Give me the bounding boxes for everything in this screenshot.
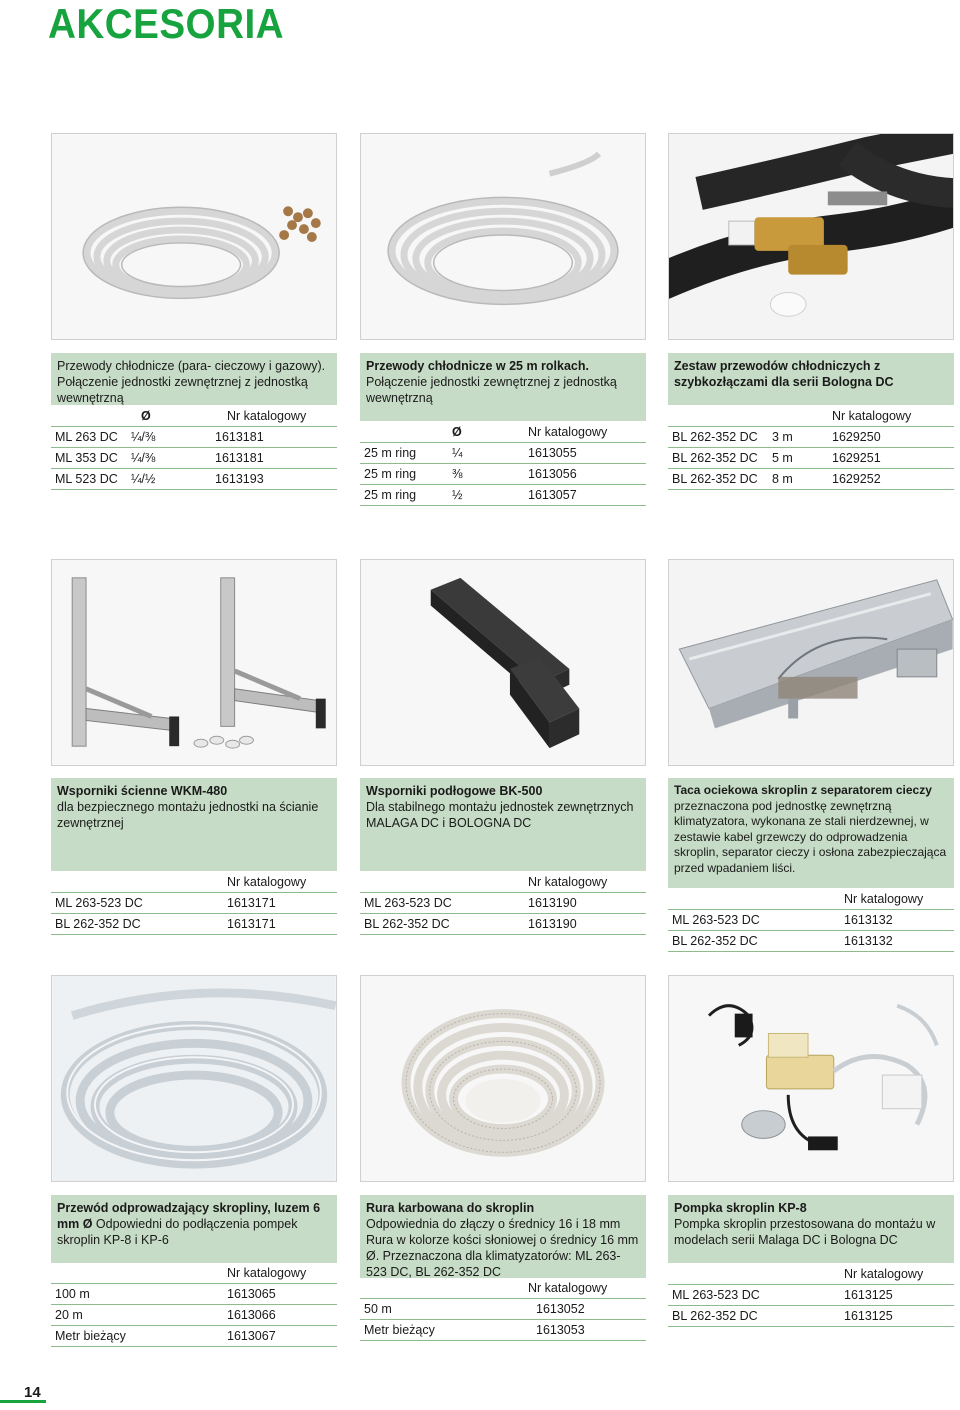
cell-catalog: 1613065 (227, 1287, 276, 1301)
desc-corrugated-pipe (360, 1195, 646, 1278)
table-drain-hose (51, 1263, 337, 1347)
desc-quick-connect-set (668, 353, 954, 405)
cell-catalog: 1613171 (227, 917, 276, 931)
col-catalog: Nr katalogowy (528, 1281, 608, 1295)
cell-catalog: 1613057 (528, 488, 577, 502)
desc-title: Wsporniki ścienne WKM-480 (57, 784, 228, 798)
table-row (360, 485, 646, 506)
desc-text: Przewody chłodnicze (para- cieczowy i gazowy). Połączenie jednostki zewnętrznej z jednostką wewnętrzną (57, 359, 326, 405)
photo-refrigerant-rolls (360, 133, 646, 340)
cell-model: BL 262-352 DC (672, 451, 758, 465)
table-row (360, 1320, 646, 1341)
table-row (668, 427, 954, 448)
table-row (51, 914, 337, 935)
cell-type: 25 m ring (364, 488, 417, 502)
photo-floor-brackets (360, 559, 646, 766)
cell-model: ML 263-523 DC (364, 896, 452, 910)
desc-text: Odpowiedni do podłączenia pompek skroplin KP-8 i KP-6 (57, 1217, 298, 1247)
cell-catalog: 1629250 (832, 430, 881, 444)
cell-catalog: 1613056 (528, 467, 577, 481)
table-quick-connect-set (668, 406, 954, 490)
cell-model: BL 262-352 DC (672, 1309, 758, 1323)
col-catalog: Nr katalogowy (227, 409, 307, 423)
table-row (360, 914, 646, 935)
desc-text: dla bezpiecznego montażu jednostki na ścianie zewnętrznej (57, 800, 319, 830)
desc-text: Dla stabilnego montażu jednostek zewnętrznych MALAGA DC i BOLOGNA DC (366, 800, 634, 830)
cell-catalog: 1613125 (844, 1309, 893, 1323)
cell-diameter: ½ (452, 488, 463, 502)
table-header (360, 872, 646, 893)
cell-catalog: 1613053 (536, 1323, 585, 1337)
table-row (668, 448, 954, 469)
desc-title: Przewody chłodnicze w 25 m rolkach. (366, 359, 589, 373)
cell-length: Metr bieżący (364, 1323, 435, 1337)
desc-text: przeznaczona pod jednostkę zewnętrzną klimatyzatora, wykonana ze stali nierdzewnej, w zestawie kabel grzewczy do odprowadzenia skroplin, separator cieczy i osłona zabezpieczająca przed wpadaniem liści. (674, 798, 947, 875)
table-row (668, 910, 954, 931)
table-row (668, 931, 954, 952)
cell-model: ML 263 DC (55, 430, 118, 444)
desc-wall-brackets (51, 778, 337, 871)
table-row (668, 1306, 954, 1327)
table-refrigerant-rolls (360, 422, 646, 506)
cell-catalog: 1613132 (844, 934, 893, 948)
table-header (360, 422, 646, 443)
desc-floor-brackets (360, 778, 646, 871)
photo-corrugated-pipe (360, 975, 646, 1182)
desc-drain-hose (51, 1195, 337, 1263)
table-row (360, 464, 646, 485)
cell-model: BL 262-352 DC (55, 917, 141, 931)
table-row (51, 1284, 337, 1305)
desc-title: Pompka skroplin KP-8 (674, 1201, 807, 1215)
cell-model: ML 263-523 DC (55, 896, 143, 910)
desc-title: Rura karbowana do skroplin (366, 1201, 535, 1215)
desc-refrigerant-lines (51, 353, 337, 405)
col-catalog: Nr katalogowy (227, 1266, 307, 1280)
table-row (668, 469, 954, 490)
cell-length: 3 m (772, 430, 793, 444)
col-catalog: Nr katalogowy (528, 875, 608, 889)
desc-title: Zestaw przewodów chłodniczych z szybkozłączami dla serii Bologna DC (674, 359, 894, 389)
desc-drip-tray (668, 778, 954, 888)
cell-length: 20 m (55, 1308, 83, 1322)
cell-diameter: ¼/½ (131, 472, 156, 486)
table-header (668, 406, 954, 427)
table-floor-brackets (360, 872, 646, 935)
cell-length: Metr bieżący (55, 1329, 126, 1343)
col-diameter: Ø (141, 409, 151, 423)
page-title: AKCESORIA (48, 0, 285, 47)
table-refrigerant-lines (51, 406, 337, 490)
table-row (360, 443, 646, 464)
desc-refrigerant-rolls (360, 353, 646, 421)
cell-length: 5 m (772, 451, 793, 465)
cell-model: ML 263-523 DC (672, 913, 760, 927)
table-header (360, 1278, 646, 1299)
cell-catalog: 1613132 (844, 913, 893, 927)
table-row (51, 1326, 337, 1347)
table-row (668, 1285, 954, 1306)
cell-model: BL 262-352 DC (672, 430, 758, 444)
table-wall-brackets (51, 872, 337, 935)
table-row (360, 893, 646, 914)
cell-catalog: 1613193 (215, 472, 264, 486)
cell-model: ML 353 DC (55, 451, 118, 465)
cell-type: 25 m ring (364, 446, 417, 460)
col-catalog: Nr katalogowy (832, 409, 912, 423)
cell-diameter: ¼ (452, 446, 463, 460)
table-row (51, 427, 337, 448)
photo-quick-connect-set (668, 133, 954, 340)
col-catalog: Nr katalogowy (844, 1267, 924, 1281)
desc-title: Taca ociekowa skroplin z separatorem cieczy (674, 783, 932, 797)
table-corrugated-pipe (360, 1278, 646, 1341)
cell-length: 100 m (55, 1287, 90, 1301)
photo-drip-tray (668, 559, 954, 766)
cell-length: 8 m (772, 472, 793, 486)
cell-diameter: ⅜ (452, 467, 463, 481)
cell-diameter: ¼/⅜ (131, 451, 156, 465)
col-diameter: Ø (452, 425, 462, 439)
cell-model: BL 262-352 DC (672, 934, 758, 948)
desc-title: Wsporniki podłogowe BK-500 (366, 784, 543, 798)
desc-condensate-pump (668, 1195, 954, 1263)
cell-diameter: ¼/⅜ (131, 430, 156, 444)
cell-model: ML 523 DC (55, 472, 118, 486)
cell-model: ML 263-523 DC (672, 1288, 760, 1302)
cell-catalog: 1613066 (227, 1308, 276, 1322)
table-row (51, 893, 337, 914)
cell-length: 50 m (364, 1302, 392, 1316)
cell-catalog: 1613171 (227, 896, 276, 910)
cell-catalog: 1613125 (844, 1288, 893, 1302)
table-header (51, 1263, 337, 1284)
cell-catalog: 1613055 (528, 446, 577, 460)
table-header (668, 1264, 954, 1285)
table-header (51, 406, 337, 427)
table-row (51, 469, 337, 490)
desc-title: Przewód odprowadzający skropliny, luzem 6 mm Ø (57, 1201, 321, 1231)
page-number: 14 (24, 1384, 41, 1401)
cell-model: BL 262-352 DC (672, 472, 758, 486)
cell-catalog: 1613181 (215, 451, 264, 465)
table-condensate-pump (668, 1264, 954, 1327)
desc-text: Odpowiednia do złączy o średnicy 16 i 18 mm Rura w kolorze kości słoniowej o średnicy 16 mm Ø. Przeznaczona dla klimatyzatorów: ML 263-523 DC, BL 262-352 DC (366, 1217, 639, 1279)
table-row (51, 448, 337, 469)
col-catalog: Nr katalogowy (227, 875, 307, 889)
desc-text: Pompka skroplin przestosowana do montażu w modelach serii Malaga DC i Bologna DC (674, 1217, 936, 1247)
table-header (668, 889, 954, 910)
cell-type: 25 m ring (364, 467, 417, 481)
table-drip-tray (668, 889, 954, 952)
cell-model: BL 262-352 DC (364, 917, 450, 931)
photo-condensate-pump (668, 975, 954, 1182)
cell-catalog: 1613190 (528, 917, 577, 931)
cell-catalog: 1613052 (536, 1302, 585, 1316)
photo-refrigerant-lines (51, 133, 337, 340)
table-row (360, 1299, 646, 1320)
cell-catalog: 1613181 (215, 430, 264, 444)
photo-wall-brackets (51, 559, 337, 766)
cell-catalog: 1613190 (528, 896, 577, 910)
cell-catalog: 1629252 (832, 472, 881, 486)
table-row (51, 1305, 337, 1326)
table-header (51, 872, 337, 893)
desc-text: Połączenie jednostki zewnętrznej z jednostką wewnętrzną (366, 375, 617, 405)
col-catalog: Nr katalogowy (528, 425, 608, 439)
col-catalog: Nr katalogowy (844, 892, 924, 906)
cell-catalog: 1629251 (832, 451, 881, 465)
cell-catalog: 1613067 (227, 1329, 276, 1343)
photo-drain-hose (51, 975, 337, 1182)
